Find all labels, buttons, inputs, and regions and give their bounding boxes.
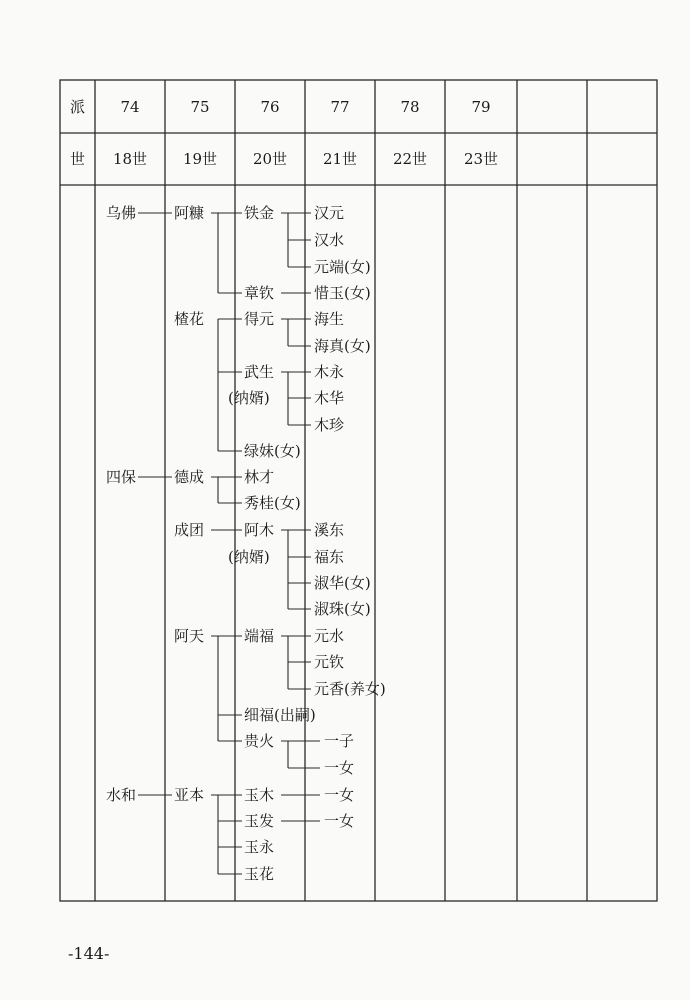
header-shi-22: 22世 xyxy=(392,150,428,168)
name-lincai: 林才 xyxy=(244,468,275,486)
header-pai-79: 79 xyxy=(471,98,491,116)
header-pai-76: 76 xyxy=(260,98,280,116)
name-tiejin: 铁金 xyxy=(244,204,275,222)
name-yuanshui: 元水 xyxy=(314,627,345,645)
name-zhuahua: 楂花 xyxy=(174,310,205,328)
name-hanyuan: 汉元 xyxy=(314,204,345,222)
name-shuzhu: 淑珠(女) xyxy=(314,600,371,618)
name-xidong: 溪东 xyxy=(314,521,345,539)
name-duanfu: 端福 xyxy=(244,627,275,645)
name-yizi: 一子 xyxy=(324,732,355,750)
name-wusheng-note: (纳婿) xyxy=(228,389,270,407)
name-chengtuan: 成团 xyxy=(174,521,205,539)
header-shi-21: 21世 xyxy=(322,150,358,168)
header-shi-23: 23世 xyxy=(463,150,499,168)
header-pai-75: 75 xyxy=(190,98,210,116)
name-yaben: 亚本 xyxy=(174,786,205,804)
name-lvmei: 绿妹(女) xyxy=(244,442,301,460)
name-muyong: 木永 xyxy=(314,363,345,381)
name-xiyu: 惜玉(女) xyxy=(314,284,371,302)
name-guihuo: 贵火 xyxy=(244,732,275,750)
name-fudong: 福东 xyxy=(314,548,345,566)
name-xifu: 细福(出嗣) xyxy=(244,706,316,724)
name-muhua: 木华 xyxy=(314,389,345,407)
header-shi-18: 18世 xyxy=(112,150,148,168)
header-pai-label: 派 xyxy=(69,98,85,116)
name-amu-note: (纳婿) xyxy=(228,548,270,566)
name-sibao: 四保 xyxy=(106,468,137,486)
name-zhangqin: 章钦 xyxy=(244,284,275,302)
name-shuihe: 水和 xyxy=(106,786,137,804)
name-wusheng: 武生 xyxy=(244,363,275,381)
name-yumu: 玉木 xyxy=(244,786,275,804)
name-haisheng: 海生 xyxy=(314,310,345,328)
header-shi-20: 20世 xyxy=(252,150,288,168)
name-yuanduan: 元端(女) xyxy=(314,258,371,276)
header-pai-77: 77 xyxy=(330,98,350,116)
header-pai-74: 74 xyxy=(120,98,140,116)
name-yufa: 玉发 xyxy=(244,812,275,830)
name-yinv-2: 一女 xyxy=(324,786,355,804)
name-amu: 阿木 xyxy=(244,521,275,539)
header-shi-19: 19世 xyxy=(182,150,218,168)
name-yuhua: 玉花 xyxy=(244,865,275,883)
header-pai-78: 78 xyxy=(400,98,420,116)
name-yuanqin: 元钦 xyxy=(314,653,345,671)
name-shuhua: 淑华(女) xyxy=(314,574,371,592)
name-adang: 阿糠 xyxy=(174,204,205,222)
name-hanshui: 汉水 xyxy=(314,231,345,249)
name-xiugui: 秀桂(女) xyxy=(244,494,301,512)
name-yinv-1: 一女 xyxy=(324,759,355,777)
name-decheng: 德成 xyxy=(174,468,205,486)
header-shi-label: 世 xyxy=(69,150,85,168)
name-yinv-3: 一女 xyxy=(324,812,355,830)
name-yuyong: 玉永 xyxy=(244,838,275,856)
name-deyuan: 得元 xyxy=(244,310,275,328)
name-wufo: 乌佛 xyxy=(106,204,137,222)
name-haizhen: 海真(女) xyxy=(314,337,371,355)
name-atian: 阿天 xyxy=(174,627,205,645)
name-yuanxiang: 元香(养女) xyxy=(314,680,386,698)
page-number: -144- xyxy=(68,944,110,963)
name-muzhen: 木珍 xyxy=(314,416,345,434)
